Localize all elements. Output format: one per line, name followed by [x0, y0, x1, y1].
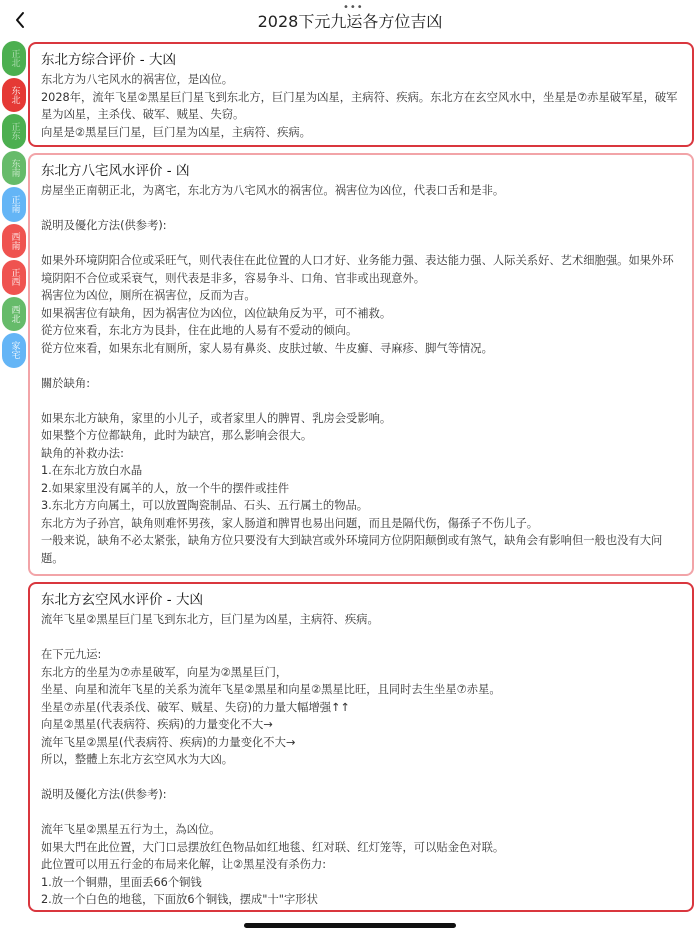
sidebar-item-label: 正南 [9, 195, 20, 214]
card-line: 如果大門在此位置，大门口忌摆放红色物品如红地毯、红对联、红灯笼等，可以贴金色对联。 [41, 840, 505, 854]
card-line: 1.放一个铜鼎，里面丢66个铜钱 [41, 875, 202, 889]
card-line: 缺角的补救办法: [41, 446, 124, 460]
card-line: 东北方为八宅风水的祸害位，是凶位。 [41, 73, 234, 86]
card-line: 如果整个方位都缺角，此时为缺宫，那么影响会很大。 [41, 429, 313, 442]
card-line: 説明及優化方法(供参考): [41, 788, 167, 801]
sidebar-item-3[interactable] [2, 151, 26, 186]
card-line: 如果东北方缺角，家里的小儿子，或者家里人的脾胃、乳房会受影响。 [41, 411, 392, 425]
sidebar-item-2[interactable] [2, 114, 26, 149]
card-line: 向星是②黑星巨门星，巨门星为凶星，主病符、疾病。 [41, 125, 311, 139]
card-line [41, 235, 681, 253]
card-line: 3.东北方方向属土，可以放置陶瓷制品、石头、五行属土的物品。 [41, 499, 369, 512]
sidebar-item-4[interactable] [2, 187, 26, 222]
card-line: 祸害位为凶位，厕所在祸害位，反而为吉。 [41, 289, 256, 302]
sidebar-item-6[interactable] [2, 260, 26, 295]
card-line: 如果外环境阴阳合位或采旺气，则代表住在此位置的人口才好、业务能力强、表达能力强、人际关系好、艺术细胞强。如果外环境阴阳不合位或采衰气，则代表是非多，容易争斗、口角、官非或出现意外。 [41, 254, 674, 285]
card-line: 流年飞星②黑星五行为土，為凶位。 [41, 823, 221, 836]
sidebar-item-label: 正北 [9, 49, 20, 68]
card-line: 东北方为子孙宫，缺角则难怀男孩，家人肠道和脾胃也易出问题，而且是隔代伤，傷孫子不伤儿子。 [41, 516, 539, 530]
sidebar-item-8[interactable] [2, 333, 26, 368]
card-line: 如果祸害位有缺角，因为祸害位为凶位，凶位缺角反为平，可不補救。 [41, 306, 392, 320]
card-line: 向星②黑星(代表病符、疾病)的力量变化不大→ [41, 718, 273, 731]
card-line: 此位置可以用五行金的布局来化解，让②黑星没有杀伤力: [41, 858, 327, 871]
bazhai-card [28, 153, 694, 576]
card-line: 關於缺角: [41, 376, 90, 390]
card-line: 流年飞星②黑星巨门星飞到东北方，巨门星为凶星，主病符、疾病。 [41, 613, 379, 626]
home-indicator [244, 923, 456, 928]
card-line [41, 357, 681, 375]
card-line [41, 200, 681, 218]
direction-sidebar [2, 41, 26, 370]
card-line: 坐星、向星和流年飞星的关系为流年飞星②黑星和向星②黑星比旺，且同时去生坐星⑦赤星。 [41, 683, 501, 696]
sidebar-item-1[interactable] [2, 78, 26, 113]
xuankong-card [28, 582, 694, 912]
card-line: 坐星⑦赤星(代表杀伐、破军、贼星、失窃)的力量大幅增强↑↑ [41, 700, 351, 714]
sidebar-item-label: 正东 [9, 122, 20, 141]
card-line: 所以，整體上东北方玄空风水为大凶。 [41, 753, 234, 766]
card-title: 东北方综合评价 - 大凶 [41, 52, 176, 68]
dots-icon[interactable]: ••• [343, 2, 364, 13]
card-line: 1.在东北方放白水晶 [41, 464, 143, 477]
card-line: 2.如果家里没有属羊的人，放一个牛的摆件或挂件 [41, 481, 290, 495]
card-line: 在下元九运: [41, 648, 102, 661]
card-line [41, 392, 681, 410]
page-title: 2028下元九运各方位吉凶 [257, 12, 443, 31]
card-line: 一般来说，缺角不必太紧张，缺角方位只要没有大到缺宫或外环境同方位阴阳颠倒或有煞气，缺角会有影响但一般也没有大问题。 [41, 534, 663, 565]
card-line: 2.放一个白色的地毯，下面放6个铜钱，摆成"十"字形状 [41, 893, 318, 906]
card-line: 流年飞星②黑星(代表病符、疾病)的力量变化不大→ [41, 735, 296, 749]
card-line: 东北方的坐星为⑦赤星破军，向星为②黑星巨门， [41, 665, 288, 679]
sidebar-item-5[interactable] [2, 224, 26, 259]
sidebar-item-label: 东北 [9, 85, 20, 104]
card-line: 2028年，流年飞星②黑星巨门星飞到东北方，巨门星为凶星，主病符、疾病。东北方在玄空风水中，坐星是⑦赤星破军星，破军星为凶星，主杀伐、破军、贼星、失窃。 [41, 90, 678, 121]
sidebar-item-label: 东南 [9, 158, 20, 177]
card-line: 從方位來看，如果东北有厕所，家人易有鼻炎、皮肤过敏、牛皮癬、寻麻疹、脚气等情况。 [41, 341, 493, 355]
sidebar-item-label: 家宅 [9, 341, 20, 360]
card-line: 從方位來看，东北方为艮卦，住在此地的人易有不爱动的倾向。 [41, 324, 358, 337]
sidebar-item-label: 正西 [9, 268, 20, 287]
card-body [41, 611, 681, 909]
card-body [41, 182, 681, 567]
sidebar-item-label: 西北 [9, 304, 20, 323]
card-line [41, 629, 681, 647]
card-title: 东北方玄空风水评价 - 大凶 [41, 592, 203, 608]
sidebar-item-7[interactable] [2, 297, 26, 332]
card-line [41, 804, 681, 822]
card-line: 説明及優化方法(供参考): [41, 219, 167, 232]
card-title: 东北方八宅风水评价 - 凶 [41, 163, 190, 179]
sidebar-item-label: 西南 [9, 231, 20, 250]
top-bar [0, 0, 700, 38]
summary-card [28, 42, 694, 147]
sidebar-item-0[interactable] [2, 41, 26, 76]
card-line [41, 769, 681, 787]
card-line: 房屋坐正南朝正北，为离宅，东北方为八宅风水的祸害位。祸害位为凶位，代表口舌和是非。 [41, 184, 505, 197]
card-body [41, 71, 681, 141]
